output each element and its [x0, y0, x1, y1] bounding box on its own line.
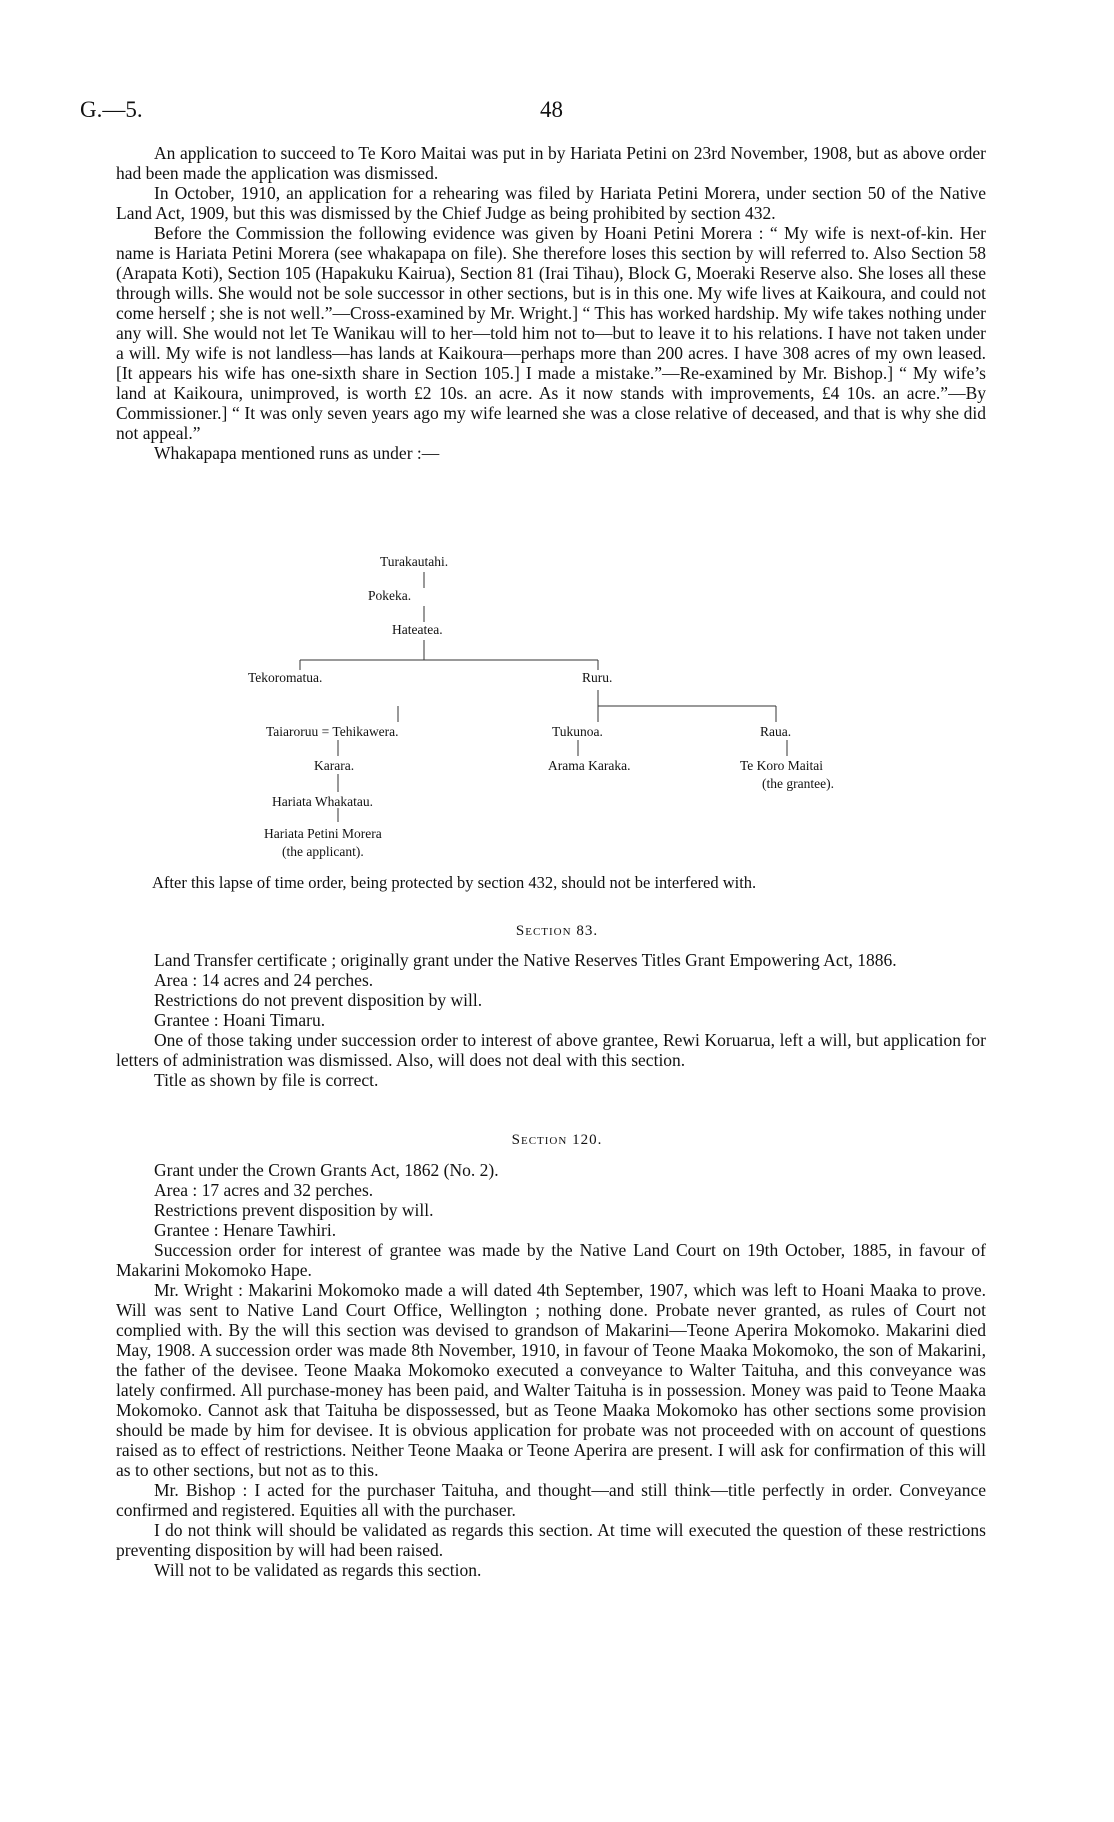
document-reference: G.—5. — [80, 97, 143, 122]
paragraph: Mr. Bishop : I acted for the purchaser Taituha, and thought—and still think—title perfectly in order. Conveyance confirmed and registered. Equities all with the purchaser. — [116, 1480, 986, 1520]
tree-node-hariata-whakatau: Hariata Whakatau. — [272, 794, 373, 809]
tree-node-ruru: Ruru. — [582, 670, 613, 685]
tree-node-turakautahi: Turakautahi. — [380, 554, 449, 569]
tree-node-hariata-petini: Hariata Petini Morera — [264, 826, 382, 841]
paragraph: Before the Commission the following evidence was given by Hoani Petini Morera : “ My wife is next-of-kin. Her name is Hariata Petini Morera (see whakapapa on file). She therefore loses this section by will referred to. Also Section 58 (Arapata Koti), Section 105 (Hapakuku Kairua), Section 81 (Irai Tihau), Block G, Moeraki Reserve also. She loses all these through wills. She would not be sole successor in other sections, but is in this one. My wife lives at Kaikoura, and could not come herself ; she is not well.”—Cross-examined by Mr. Wright.] “ This has worked hardship. My wife takes nothing under any will. She would not let Te Wanikau will to her—told him not to—but to leave it to his relations. I have not taken under a will. My wife is not landless—has lands at Kaikoura—perhaps more than 200 acres. I have 308 acres of my own leased. [It appears his wife has one-sixth share in Section 105.] I made a mistake.”—Re-examined by Mr. Bishop.] “ My wife’s land at Kaikoura, unimproved, is worth £2 10s. an acre. As it now stands with improvements, £4 10s. an acre.”—By Commissioner.] “ It was only seven years ago my wife learned she was a close relative of deceased, and that is why she did not appeal.” — [116, 223, 986, 443]
page-number: 48 — [540, 97, 563, 122]
section-83-heading: Section 83. — [515, 923, 599, 939]
paragraph: Area : 17 acres and 32 perches. — [154, 1180, 374, 1200]
intro-text — [116, 143, 986, 463]
tree-node-karara: Karara. — [314, 758, 355, 773]
paragraph: Grant under the Crown Grants Act, 1862 (No. 2). — [154, 1160, 499, 1180]
paragraph: Restrictions prevent disposition by will. — [154, 1200, 434, 1220]
paragraph: I do not think will should be validated as regards this section. At time will executed the question of these restrictions preventing disposition by will had been raised. — [116, 1520, 986, 1560]
paragraph: Whakapapa mentioned runs as under :— — [154, 443, 440, 463]
paragraph: Restrictions do not prevent disposition by will. — [154, 990, 483, 1010]
paragraph: Title as shown by file is correct. — [154, 1070, 379, 1090]
tree-node-raua: Raua. — [760, 724, 792, 739]
paragraph: Mr. Wright : Makarini Mokomoko made a will dated 4th September, 1907, which was left to Hoani Maaka to prove. Will was sent to Native Land Court Office, Wellington ; nothing done. Probate never granted, as rules of Court not complied with. By the will this section was devised to grandson of Makarini—Teone Aperira Mokomoko. Makarini died May, 1908. A succession order was made 8th November, 1910, in favour of Teone Maaka Mokomoko, the son of Makarini, the father of the devisee. Teone Maaka Mokomoko executed a conveyance to Walter Taituha, and this conveyance was lately confirmed. All purchase-money has been paid, and Walter Taituha is in possession. Money was paid to Teone Maaka Mokomoko. Cannot ask that Taituha be dispossessed, but as Teone Maaka Mokomoko has other sections some provision should be made by him for devisee. It is obvious application for probate was not proceeded with on account of questions raised as to effect of restrictions. Neither Teone Maaka or Teone Aperira are present. I will ask for confirmation of this will as to other sections, but not as to this. — [116, 1280, 986, 1480]
paragraph: An application to succeed to Te Koro Maitai was put in by Hariata Petini on 23rd November, 1908, but as above order had been made the application was dismissed. — [116, 143, 986, 183]
closing-line: After this lapse of time order, being protected by section 432, should not be interfered with. — [152, 873, 757, 892]
section-120-heading: Section 120. — [511, 1132, 603, 1148]
tree-node-arama-karaka: Arama Karaka. — [548, 758, 631, 773]
paragraph: In October, 1910, an application for a rehearing was filed by Hariata Petini Morera, under section 50 of the Native Land Act, 1909, but this was dismissed by the Chief Judge as being prohibited by section 432. — [116, 183, 986, 223]
tree-node-te-koro-maitai: Te Koro Maitai — [740, 758, 824, 773]
paragraph: Area : 14 acres and 24 perches. — [154, 970, 374, 990]
section-120-body — [116, 1160, 986, 1580]
paragraph: Land Transfer certificate ; originally grant under the Native Reserves Titles Grant Empowering Act, 1886. — [154, 950, 897, 970]
paragraph: Grantee : Hoani Timaru. — [154, 1010, 326, 1030]
paragraph: Grantee : Henare Tawhiri. — [154, 1220, 337, 1240]
tree-node-applicant-note: (the applicant). — [282, 844, 364, 859]
tree-node-grantee-note: (the grantee). — [762, 776, 834, 791]
section-83-body — [116, 950, 986, 1090]
tree-node-tukunoa: Tukunoa. — [552, 724, 603, 739]
tree-node-tekoromatua: Tekoromatua. — [248, 670, 323, 685]
paragraph: Succession order for interest of grantee was made by the Native Land Court on 19th October, 1885, in favour of Makarini Mokomoko Hape. — [116, 1240, 986, 1280]
tree-node-hateatea: Hateatea. — [392, 622, 443, 637]
tree-node-pokeka: Pokeka. — [368, 588, 412, 603]
paragraph: One of those taking under succession order to interest of above grantee, Rewi Koruarua, left a will, but application for letters of administration was dismissed. Also, will does not deal with this section. — [116, 1030, 986, 1070]
paragraph: Will not to be validated as regards this section. — [154, 1560, 482, 1580]
tree-node-taiaroruu: Taiaroruu = Tehikawera. — [266, 724, 399, 739]
